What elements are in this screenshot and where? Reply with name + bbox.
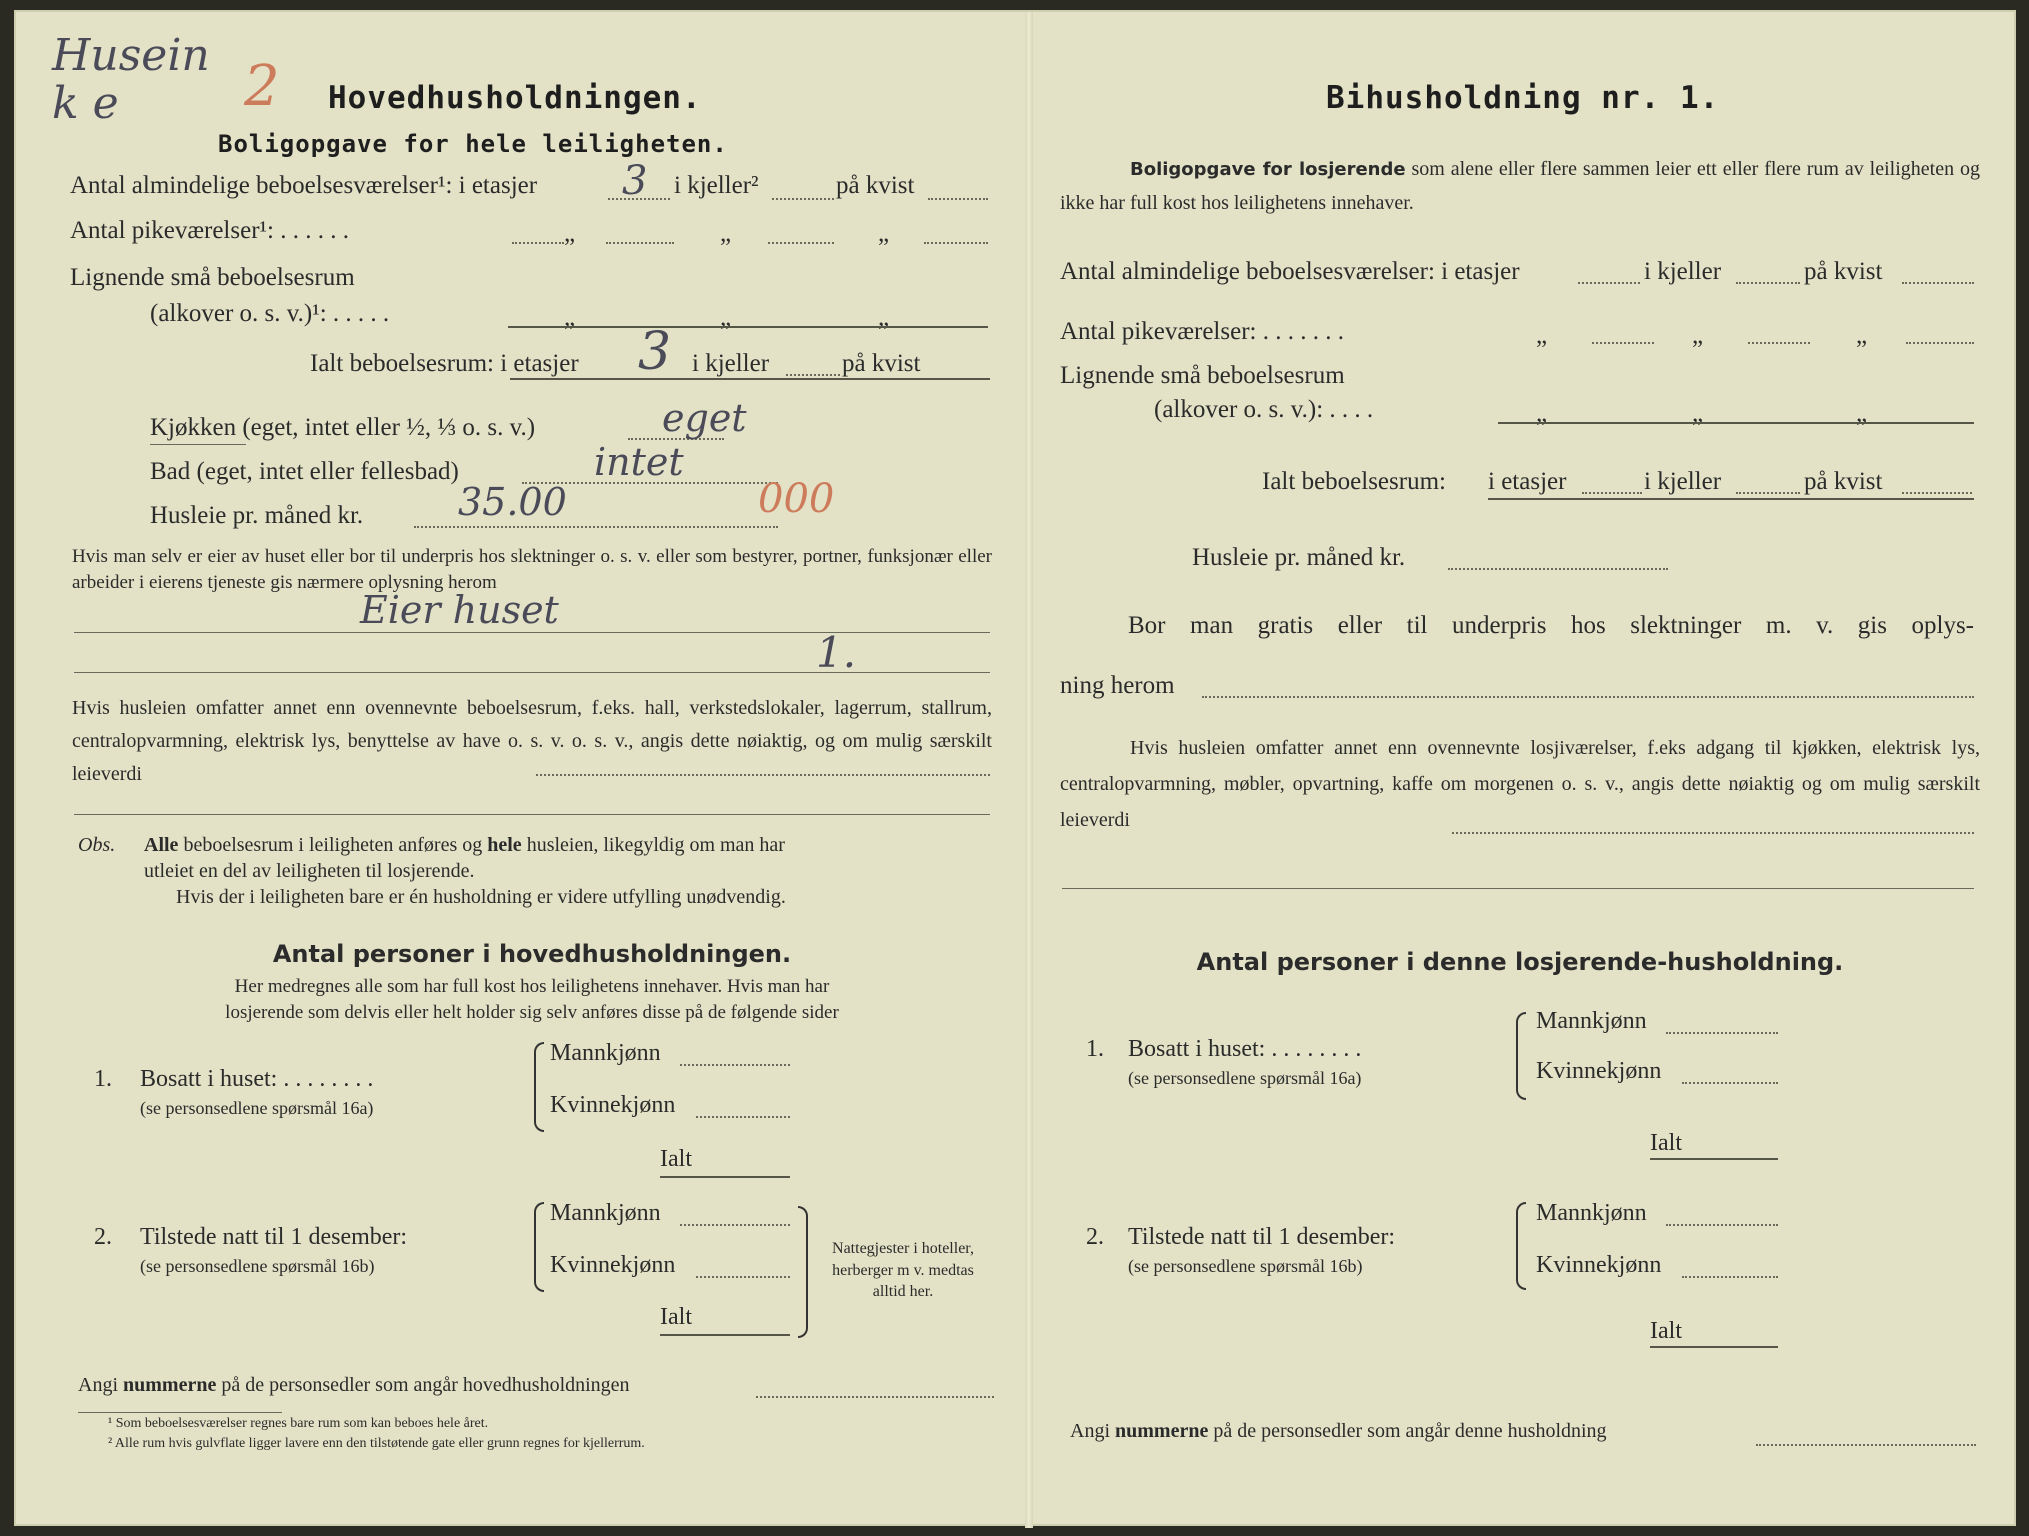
ditto-mark: „ [878, 220, 890, 247]
angi-bold-left: nummerne [123, 1374, 217, 1396]
q2-sub-right: (se personsedlene spørsmål 16b) [1128, 1256, 1363, 1276]
q2-kvinne-field-right[interactable] [1682, 1276, 1778, 1278]
label-lignende: Lignende små beboelsesrum [70, 264, 355, 291]
q1-label-left: Bosatt i huset: . . . . . . . . [140, 1066, 374, 1092]
leieverdi-line[interactable] [74, 814, 990, 815]
footnote-2: ² Alle rum hvis gulvflate ligger lavere enn den tilstøtende gate eller grunn regnes for kjellerrum. [108, 1436, 645, 1451]
ditto-mark: „ [1692, 400, 1704, 427]
q1-ialt-field[interactable] [660, 1176, 790, 1178]
label-alkover: (alkover o. s. v.)¹: . . . . . [150, 300, 390, 327]
handwritten-alm-etasjer: 3 [622, 158, 648, 204]
label-husleie-right: Husleie pr. måned kr. [1192, 544, 1406, 571]
field-pike-etasjer-lead [512, 242, 564, 244]
label-alkover-right: (alkover o. s. v.): . . . . [1154, 396, 1374, 423]
q2-kvinne-label-right: Kvinnekjønn [1536, 1252, 1662, 1278]
q2-mann-field[interactable] [680, 1224, 790, 1226]
label-ialt-kjeller-right: i kjeller [1644, 468, 1722, 495]
label-husleie: Husleie pr. måned kr. [150, 502, 364, 529]
angi-line-right [1070, 1420, 1607, 1443]
q1-ialt-label-right: Ialt [1650, 1130, 1682, 1156]
q2-mann-label-right: Mannkjønn [1536, 1200, 1647, 1226]
q2-ialt-label-right: Ialt [1650, 1318, 1682, 1344]
nattegjester-note: Nattegjester i hoteller, herberger m v. medtas alltid her. [832, 1240, 974, 1301]
ditto-mark: „ [564, 220, 576, 247]
ditto-mark: „ [1536, 322, 1548, 349]
field-ialt-kjeller[interactable] [786, 374, 840, 376]
field-leieverdi-right[interactable] [1452, 832, 1974, 834]
field-ialt-etasjer-right[interactable] [1582, 492, 1642, 494]
label-lignende-right: Lignende små beboelsesrum [1060, 362, 1345, 389]
q1-brace-right [1516, 1012, 1526, 1100]
q2-brace-right [1516, 1202, 1526, 1290]
q1-sub-left: (se personsedlene spørsmål 16a) [140, 1098, 374, 1118]
persons-title-left: Antal personer i hovedhusholdningen. [272, 940, 792, 968]
q1-kvinne-label-right: Kvinnekjønn [1536, 1058, 1662, 1084]
label-ialt-right: Ialt beboelsesrum: [1262, 468, 1446, 495]
field-pike-kjeller-right[interactable] [1748, 342, 1810, 344]
obs-text-b: husleien, likegyldig om man har [526, 834, 785, 856]
field-leieverdi[interactable] [536, 774, 990, 776]
q1-sub-right: (se personsedlene spørsmål 16a) [1128, 1068, 1362, 1088]
q1-kvinne-field[interactable] [696, 1116, 790, 1118]
angi-pre-right: Angi [1070, 1420, 1110, 1442]
q2-sub-left: (se personsedlene spørsmål 16b) [140, 1256, 375, 1276]
persons-note-1: Her medregnes alle som har full kost hos leilighetens innehaver. Hvis man har [234, 976, 830, 997]
field-pike-etasjer-right[interactable] [1592, 342, 1654, 344]
q1-ialt-label: Ialt [660, 1146, 692, 1172]
q2-ialt-label: Ialt [660, 1304, 692, 1330]
q2-number-right: 2. [1086, 1224, 1104, 1250]
obs-line-1 [144, 834, 785, 857]
angi-bold-right: nummerne [1115, 1420, 1209, 1442]
footnote-rule [78, 1412, 282, 1413]
page-fold [1025, 12, 1033, 1528]
q1-mann-label-right: Mannkjønn [1536, 1008, 1647, 1034]
persons-note-2: losjerende som delvis eller helt holder sig selv anføres disse på de følgende sider [225, 1002, 839, 1023]
angi-field-left[interactable] [756, 1396, 994, 1398]
ditto-mark: „ [564, 304, 576, 331]
q2-mann-field-right[interactable] [1666, 1224, 1778, 1226]
q1-mann-label: Mannkjønn [550, 1040, 661, 1066]
omfatter-right: Hvis husleien omfatter annet enn ovennevnte losjiværelser, f.eks adgang til kjøkken, elektrisk lys, centralopvarmning, møbler, opvartning, kaffe om morgenen o. s. v., angis dette nøiaktig og om mulig særskilt leieverdi [1060, 737, 1980, 831]
handwritten-eier: Eier huset [360, 588, 559, 632]
footnote-1: ¹ Som beboelsesværelser regnes bare rum som kan beboes hele året. [108, 1416, 489, 1431]
label-alm-kjeller: i kjeller² [674, 172, 759, 199]
field-alm-kvist-right[interactable] [1902, 282, 1974, 284]
field-alkover-line-right[interactable] [1498, 422, 1974, 424]
leieverdi-line-right[interactable] [1062, 888, 1974, 889]
q1-number-right: 1. [1086, 1036, 1104, 1062]
ditto-mark: „ [720, 304, 732, 331]
nattegjester-brace [798, 1206, 808, 1338]
label-alm-kvist: på kvist [836, 172, 915, 199]
obs-label: Obs. [78, 834, 116, 856]
q2-ialt-field-right[interactable] [1650, 1346, 1778, 1348]
angi-line-left [78, 1374, 630, 1397]
q2-ialt-field[interactable] [660, 1334, 790, 1336]
q1-label-right: Bosatt i huset: . . . . . . . . [1128, 1036, 1362, 1062]
omfatter-instructions: Hvis husleien omfatter annet enn ovennevnte beboelsesrum, f.eks. hall, verkstedslokaler, lagerrum, stallrum, centralopvarmning, elektrisk lys, benyttelse av have o. s. v. o. s. v., angis dette nøiaktig, og om mulig særskilt leieverdi [72, 697, 992, 785]
census-form-sheet [14, 10, 2016, 1526]
kjokken-underline [150, 444, 246, 445]
obs-hele: hele [487, 834, 522, 856]
handwritten-kjokken: eget [662, 396, 747, 440]
intro-bold-right: Boligopgave for losjerende [1130, 159, 1406, 180]
label-ialt-beboelsesrum: Ialt beboelsesrum: i etasjer [310, 350, 579, 377]
field-husleie-right[interactable] [1448, 568, 1668, 570]
field-ialt-kjeller-right[interactable] [1736, 492, 1800, 494]
q1-number-left: 1. [94, 1066, 112, 1092]
handwritten-mark: 1. [816, 628, 857, 677]
field-pike-etasjer[interactable] [606, 242, 674, 244]
q1-mann-field[interactable] [680, 1064, 790, 1066]
page-subtitle-left: Boligopgave for hele leiligheten. [218, 130, 728, 158]
label-bad: Bad (eget, intet eller fellesbad) [150, 458, 459, 485]
q1-brace-left [534, 1042, 544, 1132]
field-husleie[interactable] [414, 526, 778, 528]
label-kjokken: Kjøkken (eget, intet eller ½, ⅓ o. s. v.) [150, 414, 536, 441]
persons-title-right: Antal personer i denne losjerende-husholdning. [1196, 948, 1844, 976]
label-alm-kjeller-right: i kjeller [1644, 258, 1722, 285]
q1-kvinne-field-right[interactable] [1682, 1082, 1778, 1084]
q2-brace-left [534, 1202, 544, 1292]
q2-kvinne-field[interactable] [696, 1276, 790, 1278]
gratis-line-2: ning herom [1060, 672, 1175, 699]
obs-line-3: Hvis der i leiligheten bare er én husholdning er videre utfylling unødvendig. [176, 886, 786, 908]
label-ialt-etasjer-right: i etasjer [1488, 468, 1567, 495]
ditto-mark: „ [878, 304, 890, 331]
handwritten-bad: intet [594, 440, 684, 484]
field-alkover-line[interactable] [508, 326, 988, 328]
field-alm-kjeller-right[interactable] [1736, 282, 1800, 284]
intro-right [1060, 152, 1980, 220]
q2-label-right: Tilstede natt til 1 desember: [1128, 1224, 1396, 1250]
label-pikevaerelser: Antal pikeværelser¹: . . . . . . [70, 217, 349, 244]
angi-post-left: på de personsedler som angår hovedhusholdningen [221, 1374, 630, 1396]
angi-pre-left: Angi [78, 1374, 118, 1396]
eier-line-2[interactable] [74, 672, 990, 673]
page-title-left: Hovedhusholdningen. [328, 80, 702, 116]
q2-label-left: Tilstede natt til 1 desember: [140, 1224, 408, 1250]
field-gratis-right[interactable] [1202, 696, 1974, 698]
ditto-mark: „ [1856, 400, 1868, 427]
label-ialt-kvist-right: på kvist [1804, 468, 1883, 495]
field-pike-kvist-right[interactable] [1906, 342, 1974, 344]
angi-field-right[interactable] [1756, 1444, 1976, 1446]
gratis-line-1: Bor man gratis eller til underpris hos slektninger m. v. gis oplys- [1128, 612, 1974, 639]
field-pike-kjeller[interactable] [768, 242, 834, 244]
handwritten-ialt-etasjer: 3 [638, 322, 672, 382]
ialt-underline [510, 378, 990, 380]
ditto-mark: „ [1692, 322, 1704, 349]
obs-alle: Alle [144, 834, 179, 856]
ditto-mark: „ [720, 220, 732, 247]
field-pike-kvist[interactable] [924, 242, 988, 244]
label-ialt-kvist: på kvist [842, 350, 921, 377]
obs-text-a: beboelsesrum i leiligheten anføres og [183, 834, 483, 856]
field-alm-kjeller[interactable] [772, 198, 834, 200]
q1-ialt-field-right[interactable] [1650, 1158, 1778, 1160]
q1-mann-field-right[interactable] [1666, 1032, 1778, 1034]
field-alm-etasjer-right[interactable] [1578, 282, 1640, 284]
ialt-underline-right [1488, 498, 1974, 500]
page-title-right: Bihusholdning nr. 1. [1326, 80, 1720, 116]
label-almindelige-right: Antal almindelige beboelsesværelser: i etasjer [1060, 258, 1520, 285]
intro-rest-right: som alene eller flere sammen leier ett eller flere rum av leiligheten og ikke har full kost hos leilighetens innehaver. [1060, 158, 1980, 214]
handwritten-corner-note: Husein k e [52, 30, 210, 130]
field-alm-kvist[interactable] [928, 198, 988, 200]
q2-kvinne-label: Kvinnekjønn [550, 1252, 676, 1278]
eier-instructions: Hvis man selv er eier av huset eller bor til underpris hos slektninger o. s. v. eller som bestyrer, portner, funksjonær eller arbeider i eierens tjeneste gis nærmere oplysning herom [72, 546, 992, 593]
handwritten-husleie: 35.00 [458, 480, 567, 524]
obs-line-2: utleiet en del av leiligheten til losjerende. [144, 860, 475, 882]
q2-mann-label: Mannkjønn [550, 1200, 661, 1226]
label-ialt-kjeller: i kjeller [692, 350, 770, 377]
label-alm-kvist-right: på kvist [1804, 258, 1883, 285]
ditto-mark: „ [1856, 322, 1868, 349]
q1-kvinne-label: Kvinnekjønn [550, 1092, 676, 1118]
label-almindelige: Antal almindelige beboelsesværelser¹: i etasjer [70, 172, 538, 199]
angi-post-right: på de personsedler som angår denne husholdning [1213, 1420, 1607, 1442]
ditto-mark: „ [1536, 400, 1548, 427]
handwritten-household-number: 2 [244, 54, 280, 119]
field-ialt-kvist-right[interactable] [1902, 492, 1972, 494]
q2-number-left: 2. [94, 1224, 112, 1250]
label-pikevaerelser-right: Antal pikeværelser: . . . . . . . [1060, 318, 1344, 345]
handwritten-husleie-red: 000 [758, 476, 835, 522]
